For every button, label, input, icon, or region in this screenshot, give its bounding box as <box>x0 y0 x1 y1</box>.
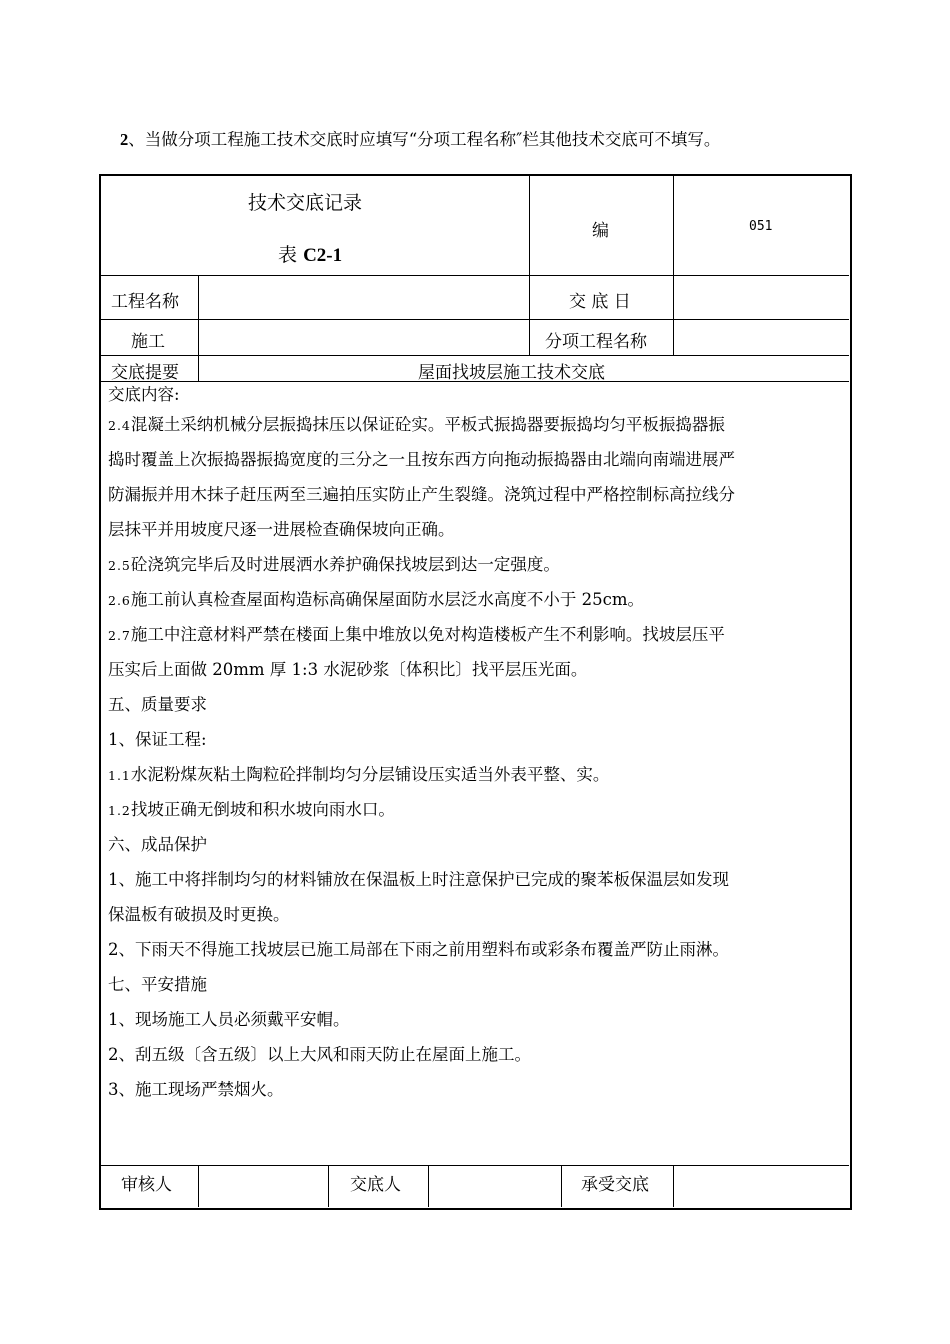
clause-number: 2.4 <box>108 418 131 433</box>
content-line <box>108 967 844 1002</box>
content-line <box>108 407 844 442</box>
form-title: 技术交底记录 <box>248 192 363 214</box>
content-line <box>108 442 844 477</box>
code-label: 编 <box>592 221 609 241</box>
clause-number: 2.7 <box>108 628 131 643</box>
column-divider <box>561 1166 562 1207</box>
column-divider <box>328 1166 329 1207</box>
clause-text: 压实后上面做 20mm 厚 1:3 水泥砂浆〔体积比〕找平层压光面。 <box>108 660 588 679</box>
content-line <box>108 1072 844 1107</box>
clause-text: 保温板有破损及时更换。 <box>108 905 290 924</box>
content-line <box>108 617 844 652</box>
content-line <box>108 862 844 897</box>
summary-value: 屋面找坡层施工技术交底 <box>418 363 605 383</box>
column-divider <box>428 1166 429 1207</box>
row-divider <box>100 1165 849 1166</box>
clause-number: 1.2 <box>108 803 131 818</box>
content-line <box>108 897 844 932</box>
clause-text: 施工中注意材料严禁在楼面上集中堆放以免对构造楼板产生不利影响。找坡层压平 <box>130 625 725 644</box>
content-line <box>108 512 844 547</box>
content-line <box>108 932 844 967</box>
clause-text: 2、下雨天不得施工找坡层已施工局部在下雨之前用塑料布或彩条布覆盖严防止雨淋。 <box>108 940 729 959</box>
clause-text: 混凝土采纳机械分层振捣抹压以保证砼实。平板式振捣器要振捣均匀平板振捣器振 <box>130 415 725 434</box>
clause-text: 1、保证工程: <box>108 730 207 749</box>
content-line <box>108 722 844 757</box>
column-divider <box>673 176 674 355</box>
clause-text: 捣时覆盖上次振捣器振捣宽度的三分之一且按东西方向拖动振捣器由北端向南端进展严 <box>108 450 735 469</box>
clause-text: 防漏振并用木抹子赶压两至三遍拍压实防止产生裂缝。浇筑过程中严格控制标高拉线分 <box>108 485 735 504</box>
clause-text: 1、施工中将拌制均匀的材料铺放在保温板上时注意保护已完成的聚苯板保温层如发现 <box>108 870 729 889</box>
clause-text: 3、施工现场严禁烟火。 <box>108 1080 284 1099</box>
project-name-label: 工程名称 <box>111 292 179 312</box>
clause-text: 五、质量要求 <box>108 695 207 714</box>
column-divider <box>198 1166 199 1207</box>
content-line <box>108 477 844 512</box>
content-line <box>108 687 844 722</box>
row-divider <box>100 275 849 276</box>
content-line <box>108 757 844 792</box>
clause-text: 砼浇筑完毕后及时进展洒水养护确保找坡层到达一定强度。 <box>130 555 560 574</box>
column-divider <box>529 176 530 355</box>
summary-label: 交底提要 <box>111 363 179 383</box>
clause-text: 2、刮五级〔含五级〕以上大风和雨天防止在屋面上施工。 <box>108 1045 531 1064</box>
content-line <box>108 1037 844 1072</box>
content-line <box>108 1002 844 1037</box>
filling-note: 2、当做分项工程施工技术交底时应填写“分项工程名称″栏其他技术交底可不填写。 <box>120 130 721 149</box>
reviewer-label: 审核人 <box>121 1175 172 1195</box>
handover-date-label: 交 底 日 <box>569 292 631 312</box>
clause-text: 1、现场施工人员必须戴平安帽。 <box>108 1010 350 1029</box>
clause-text: 找坡正确无倒坡和积水坡向雨水口。 <box>130 800 395 819</box>
column-divider <box>673 1166 674 1207</box>
content-line <box>108 582 844 617</box>
content-label: 交底内容: <box>108 385 180 404</box>
code-value: 051 <box>749 219 773 234</box>
clause-text: 施工前认真检查屋面构造标高确保屋面防水层泛水高度不小于 25cm。 <box>130 590 645 609</box>
column-divider <box>198 276 199 381</box>
clause-number: 1.1 <box>108 768 131 783</box>
receiver-label: 承受交底 <box>581 1175 649 1195</box>
row-divider <box>100 355 849 356</box>
clause-number: 2.5 <box>108 558 131 573</box>
clause-text: 层抹平并用坡度尺逐一进展检查确保坡向正确。 <box>108 520 455 539</box>
clause-number: 2.6 <box>108 593 131 608</box>
subproject-name-label: 分项工程名称 <box>545 332 647 352</box>
presenter-label: 交底人 <box>350 1175 401 1195</box>
handover-content <box>108 383 844 1107</box>
content-line <box>108 827 844 862</box>
content-line <box>108 792 844 827</box>
table-label: 表 C2-1 <box>278 244 343 266</box>
clause-text: 水泥粉煤灰粘土陶粒砼拌制均匀分层铺设压实适当外表平整、实。 <box>130 765 610 784</box>
clause-text: 六、成品保护 <box>108 835 207 854</box>
construction-label: 施工 <box>131 332 165 352</box>
content-line <box>108 547 844 582</box>
row-divider <box>100 319 849 320</box>
content-line <box>108 652 844 687</box>
clause-text: 七、平安措施 <box>108 975 207 994</box>
